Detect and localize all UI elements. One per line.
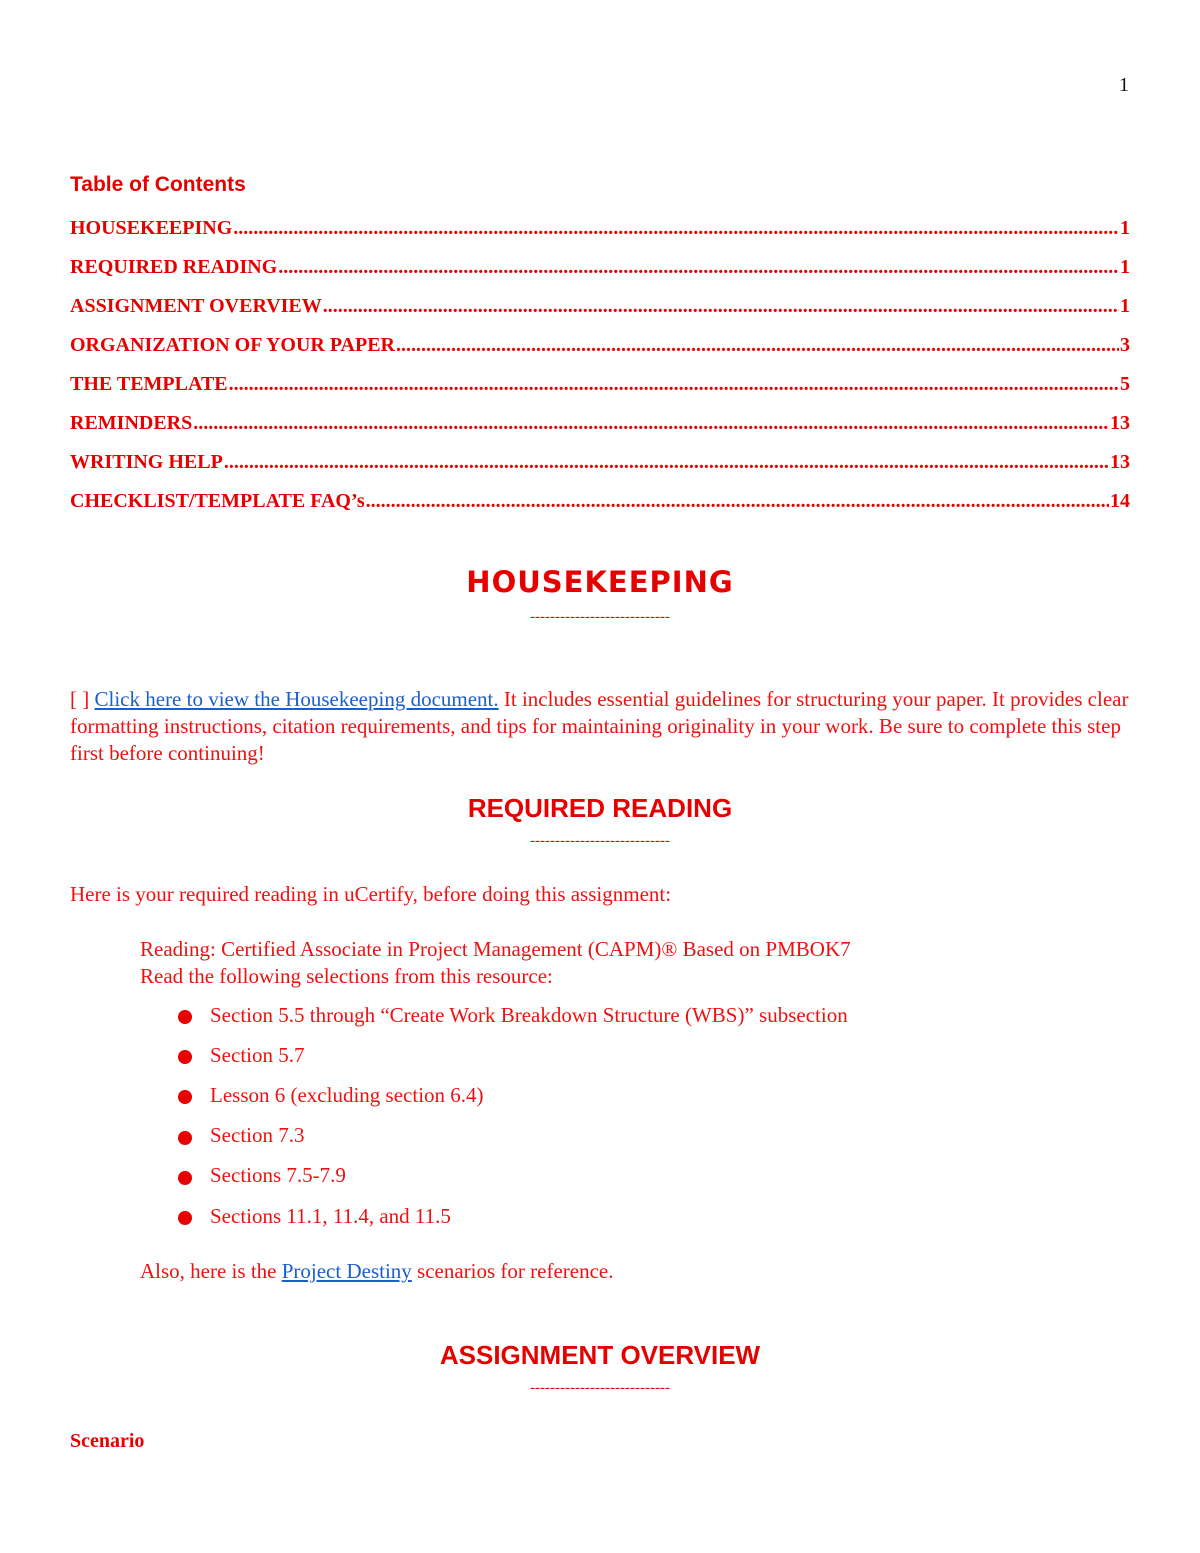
toc-entry-label: REQUIRED READING [70, 256, 278, 278]
reading-title: Reading: Certified Associate in Project Management (CAPM)® Based on PMBOK7 [140, 937, 851, 961]
project-destiny-note: Also, here is the Project Destiny scenarios for reference. [140, 1259, 614, 1283]
assignment-overview-heading: ASSIGNMENT OVERVIEW [439, 1340, 761, 1370]
reading-instruction: Read the following selections from this resource: [140, 964, 553, 988]
page-number: 1 [1119, 74, 1129, 96]
housekeeping-document-link[interactable]: Click here to view the Housekeeping document. [94, 687, 499, 711]
reading-sections-list [178, 995, 848, 1236]
toc-entry-page: 13 [1110, 412, 1130, 434]
bullet-icon [178, 1090, 192, 1104]
section-divider: ---------------------------- [530, 1380, 670, 1396]
checkbox-marker[interactable]: [ ] [70, 687, 90, 711]
bullet-icon [178, 1171, 192, 1185]
toc-entry-label: HOUSEKEEPING [70, 217, 233, 239]
toc-entry-page: 1 [1120, 295, 1130, 317]
housekeeping-heading: HOUSEKEEPING [466, 565, 734, 599]
toc-entry-page: 1 [1120, 256, 1130, 278]
toc-entry-housekeeping[interactable] [70, 217, 1130, 256]
toc-entry-writing-help[interactable] [70, 451, 1130, 490]
toc-entry-required-reading[interactable] [70, 256, 1130, 295]
scenario-subheading: Scenario [70, 1430, 145, 1452]
toc-entry-label: REMINDERS [70, 412, 193, 434]
project-destiny-link[interactable]: Project Destiny [281, 1259, 412, 1283]
list-item: Lesson 6 (excluding section 6.4) [178, 1075, 848, 1115]
bullet-icon [178, 1131, 192, 1145]
toc-title: Table of Contents [70, 173, 246, 196]
section-divider: ---------------------------- [530, 609, 670, 625]
list-item: Sections 7.5-7.9 [178, 1156, 848, 1196]
toc-entry-label: THE TEMPLATE [70, 373, 228, 395]
toc-entry-checklist-faq[interactable] [70, 490, 1130, 529]
toc-entry-template[interactable] [70, 373, 1130, 412]
bullet-icon [178, 1050, 192, 1064]
toc-entry-reminders[interactable] [70, 412, 1130, 451]
toc-entry-label: WRITING HELP [70, 451, 223, 473]
bullet-icon [178, 1211, 192, 1225]
list-item: Section 5.7 [178, 1035, 848, 1075]
toc-entry-page: 3 [1120, 334, 1130, 356]
list-item: Sections 11.1, 11.4, and 11.5 [178, 1196, 848, 1236]
toc-entry-assignment-overview[interactable] [70, 295, 1130, 334]
toc-entry-page: 5 [1120, 373, 1130, 395]
toc-entry-page: 13 [1110, 451, 1130, 473]
table-of-contents [70, 217, 1130, 529]
housekeeping-body: It includes essential guidelines for structuring your paper. It provides clear formatting instructions, citation requirements, and tips for maintaining originality in your work. Be sure to complete this step first before continuing! [70, 687, 1129, 765]
toc-entry-page: 14 [1110, 490, 1130, 512]
toc-entry-page: 1 [1120, 217, 1130, 239]
toc-entry-label: ORGANIZATION OF YOUR PAPER [70, 334, 395, 356]
required-reading-heading: REQUIRED READING [467, 793, 733, 823]
toc-entry-label: CHECKLIST/TEMPLATE FAQ’s [70, 490, 365, 512]
bullet-icon [178, 1010, 192, 1024]
section-divider: ---------------------------- [530, 833, 670, 849]
reading-source [140, 936, 1120, 990]
list-item: Section 7.3 [178, 1116, 848, 1156]
list-item: Section 5.5 through “Create Work Breakdown Structure (WBS)” subsection [178, 995, 848, 1035]
housekeeping-paragraph [70, 686, 1135, 767]
toc-entry-label: ASSIGNMENT OVERVIEW [70, 295, 322, 317]
toc-entry-organization[interactable] [70, 334, 1130, 373]
required-reading-intro: Here is your required reading in uCertify, before doing this assignment: [70, 882, 672, 906]
